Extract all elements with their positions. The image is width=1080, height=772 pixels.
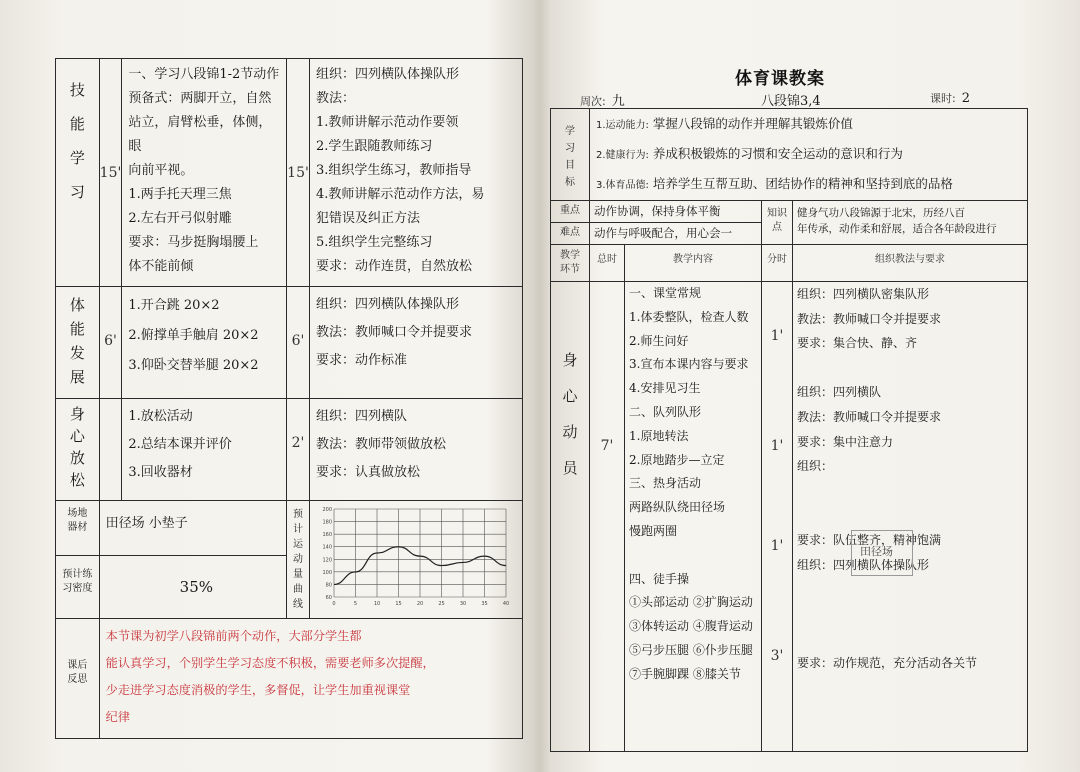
chart-x-tick-label: 0 — [332, 601, 336, 607]
chart-y-tick-label: 180 — [322, 519, 332, 526]
column-header-row — [551, 245, 1028, 282]
period-label: 课时: — [930, 92, 956, 105]
left-lesson-table — [55, 58, 523, 739]
skill-time: 15' — [99, 165, 122, 181]
relax-organization: 组织：四列横队 教法：教师带领做放松 要求：认真做放松 — [316, 409, 447, 480]
curve-label: 预计运动量曲线 — [293, 509, 303, 610]
warmup-organization: 组织：四列横队密集队形 教法：教师喊口令并提要求 要求：集合快、静、齐 组织：四列横队 教法：教师喊口令并提要求 要求：集中注意力 组织： 要求：队伍整齐，精神饱满 组织：四列横队体操队形 要求：动作规范，充分活动各关节 — [797, 287, 978, 670]
header-minutes: 分时 — [767, 254, 787, 265]
relax-time-2: 2' — [291, 435, 305, 451]
split-time-2: 1' — [770, 438, 784, 454]
chart-x-tick-label: 40 — [502, 601, 510, 607]
chart-x-tick-label: 30 — [459, 601, 467, 607]
relax-stage-label: 身心放松 — [69, 405, 85, 489]
objective-2: 2.健康行为: 养成积极锻炼的习惯和安全运动的意识和行为 — [596, 146, 903, 161]
venue-row — [56, 501, 523, 556]
fitness-time-2: 6' — [291, 333, 305, 349]
skill-time-2: 15' — [287, 165, 309, 181]
key-label: 重点 — [560, 205, 580, 216]
chart-y-tick-label: 60 — [325, 595, 332, 601]
key-row — [551, 201, 1028, 223]
right-lesson-table — [550, 108, 1028, 752]
density-label: 预计练 习密度 — [62, 568, 93, 594]
field-diagram — [851, 530, 913, 576]
chart-y-tick-label: 100 — [322, 569, 332, 576]
skill-row — [56, 59, 523, 287]
skill-organization: 组织：四列横队体操队形 教法： 1.教师讲解示范动作要领 2.学生跟随教师练习 3.组织学生练习，教师指导 4.教师讲解示范动作方法，易 犯错误及纠正方法 5.组织学生完整练习 要求：动作连贯，自然放松 — [316, 67, 485, 274]
warmup-content: 一、课堂常规 1.体委整队，检查人数 2.师生问好 3.宣布本课内容与要求 4.安排见习生 二、队列队形 1.原地转法 2.原地踏步—立定 三、热身活动 两路纵队绕田径场 慢跑两圈 四、徒手操 ①头部运动 ②扩胸运动 ③体转运动 ④腹背运动 ⑤弓步压腿 ⑥仆步压腿 ⑦手腕脚踝 ⑧膝关节 — [629, 286, 753, 681]
chart-x-tick-label: 15 — [395, 601, 402, 607]
chart-y-tick-label: 120 — [322, 557, 332, 564]
fitness-time: 6' — [104, 333, 117, 349]
chart-x-tick-label: 25 — [438, 601, 445, 607]
skill-content: 一、学习八段锦1-2节动作 预备式：两脚开立，自然 站立，肩臂松垂，体侧，眼 向前平视。 1.两手托天理三焦 2.左右开弓似射雕 要求：马步挺胸塌腰上 体不能前倾 — [128, 67, 280, 274]
intensity-curve-chart — [316, 503, 516, 611]
objective-1: 1.运动能力: 掌握八段锦的动作并理解其锻炼价值 — [596, 116, 853, 131]
warmup-stage-label: 身心动员 — [562, 351, 578, 477]
objectives-label: 学习目标 — [565, 126, 575, 188]
warmup-row — [551, 282, 1028, 752]
objectives-row — [551, 109, 1028, 201]
knowledge-value: 健身气功八段锦源于北宋，历经八百 年传承，动作柔和舒展，适合各年龄段进行 — [797, 207, 997, 235]
reflection-label: 课后 反思 — [67, 660, 88, 685]
warmup-total-time: 7' — [600, 438, 614, 454]
chart-x-tick-label: 35 — [481, 601, 488, 607]
objective-3: 3.体育品德: 培养学生互帮互助、团结协作的精神和坚持到底的品格 — [596, 176, 953, 191]
reflection-text: 本节课为初学八段锦前两个动作，大部分学生都 能认真学习，个别学生学习态度不积极，需要老师多次提醒， 少走进学习态度消极的学生，多督促，让学生加重视课堂 纪律 — [105, 629, 435, 724]
chart-y-tick-label: 140 — [322, 544, 332, 551]
period-value: 2 — [961, 91, 970, 106]
split-time-3: 1' — [770, 538, 784, 554]
fitness-row — [56, 287, 523, 399]
chart-y-tick-label: 200 — [322, 507, 332, 513]
chart-y-tick-label: 160 — [322, 532, 332, 539]
header-stage: 教学 环节 — [560, 250, 580, 275]
difficult-label: 难点 — [560, 227, 580, 238]
week-value: 九 — [611, 94, 625, 109]
topic-field — [755, 90, 821, 109]
header-organization: 组织教法与要求 — [875, 254, 945, 265]
knowledge-label: 知识点 — [767, 208, 787, 233]
fitness-content: 1.开合跳 20×2 2.俯撑单手触肩 20×2 3.仰卧交替举腿 20×2 — [128, 298, 259, 373]
left-page — [0, 0, 535, 772]
relax-row — [56, 399, 523, 501]
chart-x-tick-label: 20 — [416, 601, 424, 607]
fitness-organization: 组织：四列横队体操队形 教法：教师喊口令并提要求 要求：动作标准 — [316, 297, 473, 368]
chart-y-tick-label: 80 — [325, 582, 332, 589]
field-diagram-label: 田径场 — [860, 545, 893, 558]
fitness-stage-label: 体能发展 — [69, 296, 85, 386]
topic-value: 八段锦3,4 — [761, 94, 821, 109]
period-field — [930, 90, 970, 106]
key-value: 动作协调，保持身体平衡 — [594, 204, 721, 218]
venue-value: 田径场 小垫子 — [105, 516, 188, 531]
week-label: 周次: — [580, 95, 606, 108]
week-field — [580, 90, 625, 109]
right-page — [545, 0, 1080, 772]
page-title: 体育课教案 — [735, 69, 825, 89]
header-content: 教学内容 — [673, 254, 713, 265]
relax-time — [100, 399, 122, 405]
header-total-time: 总时 — [597, 254, 617, 265]
reflection-row — [56, 619, 523, 739]
skill-stage-label: 技能学习 — [69, 81, 85, 201]
venue-label: 场地 器材 — [67, 508, 88, 533]
density-value: 35% — [179, 577, 213, 596]
split-time-4: 3' — [770, 648, 784, 664]
relax-content: 1.放松活动 2.总结本课并评价 3.回收器材 — [128, 409, 232, 480]
chart-x-tick-label: 10 — [373, 601, 381, 607]
split-time-1: 1' — [770, 328, 784, 344]
difficult-value: 动作与呼吸配合，用心会一 — [594, 226, 732, 240]
chart-x-tick-label: 5 — [353, 601, 358, 607]
